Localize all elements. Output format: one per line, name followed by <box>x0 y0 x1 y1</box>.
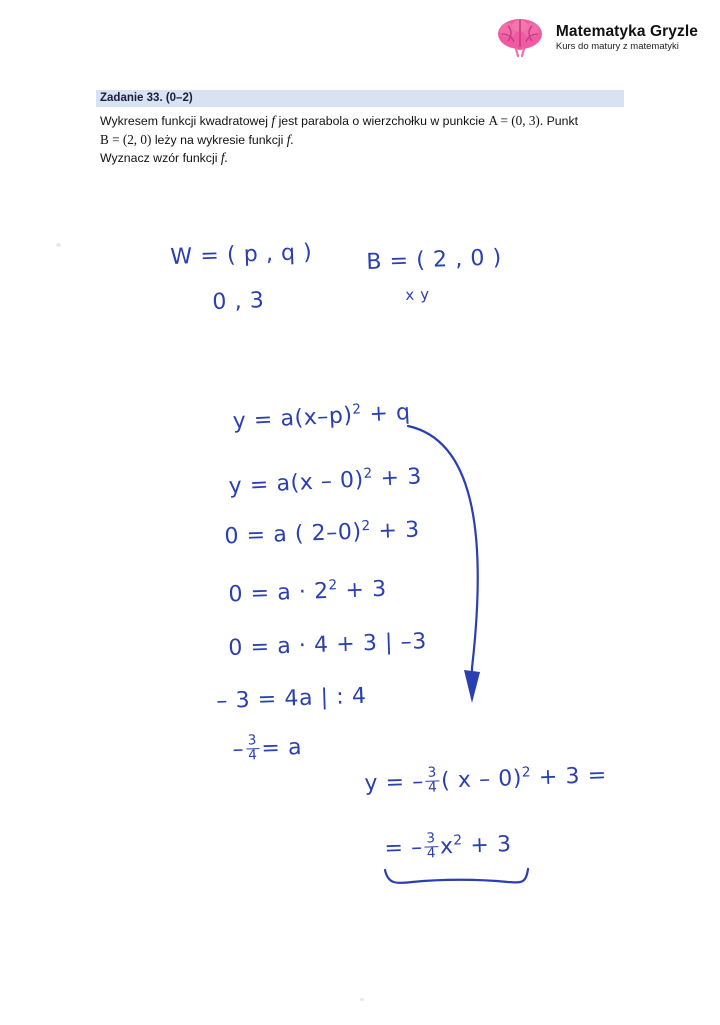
brand-logo <box>494 16 698 60</box>
handwriting-vertex-values: 0 , 3 <box>212 288 265 315</box>
task-line-1-mid: jest parabola o wierzchołku w punkcie <box>278 114 486 128</box>
task-line-2-post: leży na wykresie funkcji <box>154 132 284 147</box>
task-line-2-point-b: B = (2, 0) <box>100 131 152 147</box>
task-line-1-f: f <box>271 113 276 128</box>
task-line-1 <box>100 112 640 131</box>
task-line-3 <box>100 149 640 168</box>
handwriting-result-line-2: = – $\frac{3}{4}$ $x^2 + 3$ <box>384 830 513 862</box>
task-line-3-f: f. <box>220 150 228 166</box>
brand-title: Matematyka Gryzle <box>555 22 698 40</box>
brand-subtitle: Kurs do matury z matematyki <box>555 41 679 53</box>
task-line-1-point-a: A = (0, 3). <box>488 113 544 128</box>
paper-speck <box>56 243 61 247</box>
task-line-2 <box>100 131 640 150</box>
task-line-1-post: Punkt <box>546 114 579 128</box>
task-line-3-pre: Wyznacz wzór funkcji <box>100 151 218 166</box>
handwriting-step-7: – $\frac{3}{4}$ = a <box>232 732 303 764</box>
handwriting-step-4: $0 = a \cdot 2^2 + 3$ <box>228 576 388 608</box>
task-line-2-f: f. <box>286 131 294 147</box>
handwriting-step-5: 0 = a · 4 + 3 | –3 <box>228 629 428 661</box>
handwriting-point-vars: x y <box>405 285 430 304</box>
handwriting-step-2: y = a(x – 0)$^2$ + 3 <box>228 464 423 500</box>
handwriting-result-line-1: y = – $\frac{3}{4}$ ( x – 0)$^2$ + 3 = <box>364 762 608 797</box>
task-header-label: Zadanie 33. (0–2) <box>100 92 193 104</box>
task-header-band <box>96 90 624 107</box>
handwriting-point-label: B = ( 2 , 0 ) <box>366 245 503 275</box>
paper-speck <box>360 998 364 1001</box>
brain-icon <box>494 16 546 60</box>
task-line-1-pre: Wykresem funkcji kwadratowej <box>100 114 268 128</box>
handwriting-step-6: – 3 = 4a | : 4 <box>216 683 367 714</box>
task-statement <box>100 112 640 168</box>
handwriting-arrow-icon <box>400 418 510 728</box>
handwriting-answer-underline <box>382 866 532 892</box>
handwriting-step-3: 0 = a ( 2–0)$^2$ + 3 <box>224 517 421 550</box>
handwriting-step-1: $y = a(x-p)^2 + q$ <box>232 400 412 435</box>
handwriting-vertex-label: W = ( p , q ) <box>170 240 313 270</box>
